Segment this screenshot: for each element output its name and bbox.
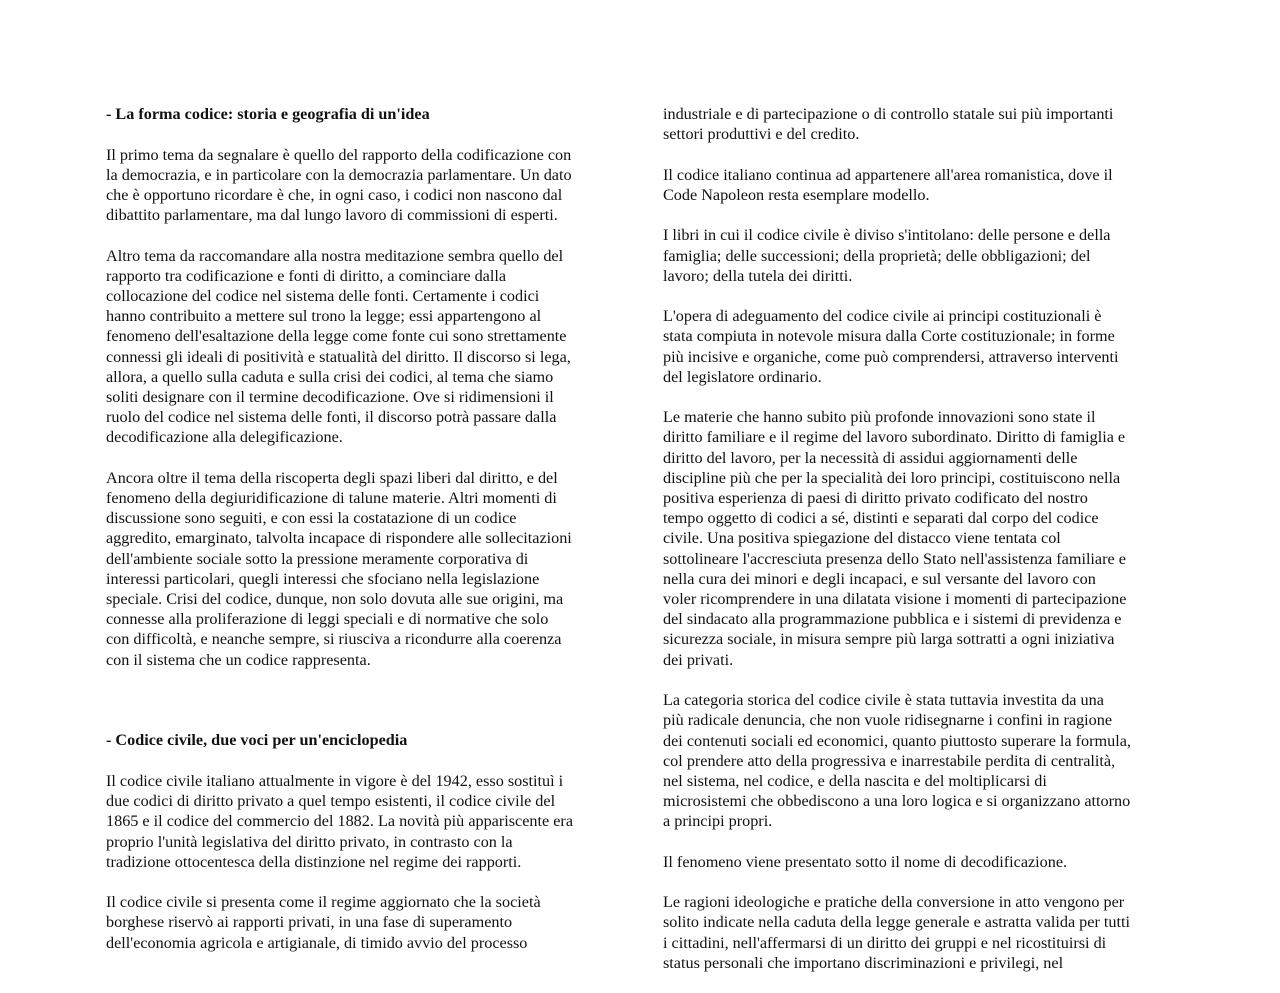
paragraph: Il codice civile italiano attualmente in vigore è del 1942, esso sostituì i due codici di diritto privato a quel tempo esistenti, il codice civile del 1865 e il codice del commercio del 1882. La novità più appariscente era proprio l'unità legislativa del diritto privato, in contrasto con la tradizione ottocentesca della distinzione nel regime dei rapporti. (106, 771, 574, 871)
paragraph: Altro tema da raccomandare alla nostra meditazione sembra quello del rapporto tra codificazione e fonti di diritto, a cominciare dalla collocazione del codice nel sistema delle fonti. Certamente i codici hanno contribuito a mettere sul trono la legge; essi appartengono al fenomeno dell'esaltazione della legge come fonte cui sono strettamente connessi gli ideali di positività e statualità del diritto. Il discorso si lega, allora, a quello sulla caduta e sulla crisi dei codici, al tema che siamo soliti designare con il termine decodificazione. Ove si ridimensioni il ruolo del codice nel sistema delle fonti, il discorso potrà passare dalla decodificazione alla delegificazione. (106, 246, 571, 447)
paragraph: Le materie che hanno subito più profonde innovazioni sono state il diritto familiare e il regime del lavoro subordinato. Diritto di famiglia e diritto del lavoro, per la necessità di assidui aggiornamenti delle discipline più che per la specialità dei loro principi, costituiscono nella positiva esperienza di paesi di diritto privato codificato del nostro tempo oggetto di codici a sé, distinti e separati dal corpo del codice civile. Una positiva spiegazione del distacco viene tentata col sottolineare l'accresciuta presenza dello Stato nell'assistenza familiare e nella cura dei minori e degli incapaci, e sul versante del lavoro con voler ricomprendere in una dilatata visione i momenti di partecipazione del sindacato alla programmazione pubblica e i sistemi di previdenza e sicurezza sociale, in misura sempre più larga sottratti a ogni iniziativa dei privati. (663, 408, 1127, 669)
paragraph: I libri in cui il codice civile è diviso s'intitolano: delle persone e della famiglia; delle successioni; della proprietà; delle obbligazioni; del lavoro; della tutela dei diritti. (663, 226, 1111, 285)
left-column (106, 84, 646, 973)
section-heading-codice-civile: - Codice civile, due voci per un'enciclopedia (106, 731, 408, 750)
right-column (663, 84, 1208, 993)
paragraph: Il codice civile si presenta come il regime aggiornato che la società borghese riservò ai rapporti privati, in una fase di superamento dell'economia agricola e artigianale, di timido avvio del processo (106, 893, 541, 952)
paragraph: Il fenomeno viene presentato sotto il nome di decodificazione. (663, 852, 1068, 871)
paragraph: Il codice italiano continua ad appartenere all'area romanistica, dove il Code Napoleon resta esemplare modello. (663, 165, 1113, 205)
paragraph: Ancora oltre il tema della riscoperta degli spazi liberi dal diritto, e del fenomeno della degiuridificazione di talune materie. Altri momenti di discussione sono seguiti, e con essi la costatazione di un codice aggredito, emarginato, talvolta incapace di rispondere alle sollecitazioni dell'ambiente sociale sotto la pressione meramente corporativa di interessi particolari, quegli interessi che sfociano nella legislazione speciale. Crisi del codice, dunque, non solo dovuta alle sue origini, ma connesse alla proliferazione di leggi speciali e di normative che solo con difficoltà, e neanche sempre, si riusciva a ricondurre alla coerenza con il sistema che un codice rappresenta. (106, 468, 572, 669)
paragraph: Le ragioni ideologiche e pratiche della conversione in atto vengono per solito indicate nella caduta della legge generale e astratta valida per tutti i cittadini, nell'affermarsi di un diritto dei gruppi e nel ricostituirsi di status personali che importano discriminazioni e privilegi, nel (663, 893, 1130, 972)
paragraph: L'opera di adeguamento del codice civile ai principi costituzionali è stata compiuta in notevole misura dalla Corte costituzionale; in forme più incisive e organiche, come può comprendersi, attraverso interventi del legislatore ordinario. (663, 307, 1119, 386)
paragraph: Il primo tema da segnalare è quello del rapporto della codificazione con la democrazia, e in particolare con la democrazia parlamentare. Un dato che è opportuno ricordare è che, in ogni caso, i codici non nascono dal dibattito parlamentare, ma dal lungo lavoro di commissioni di esperti. (106, 145, 572, 225)
paragraph: La categoria storica del codice civile è stata tuttavia investita da una più radicale denuncia, che non vuole ridisegnarne i confini in ragione dei contenuti sociali ed economici, quanto piuttosto superare la formula, col prendere atto della progressiva e inarrestabile perdita di centralità, nel sistema, nel codice, e della nascita e del moltiplicarsi di microsistemi che obbediscono a una loro logica e si organizzano attorno a principi propri. (663, 691, 1131, 831)
paragraph: industriale e di partecipazione o di controllo statale sui più importanti settori produttivi e del credito. (663, 105, 1114, 144)
section-spacer (106, 690, 646, 710)
section-heading-forma-codice: - La forma codice: storia e geografia di un'idea (106, 105, 430, 124)
